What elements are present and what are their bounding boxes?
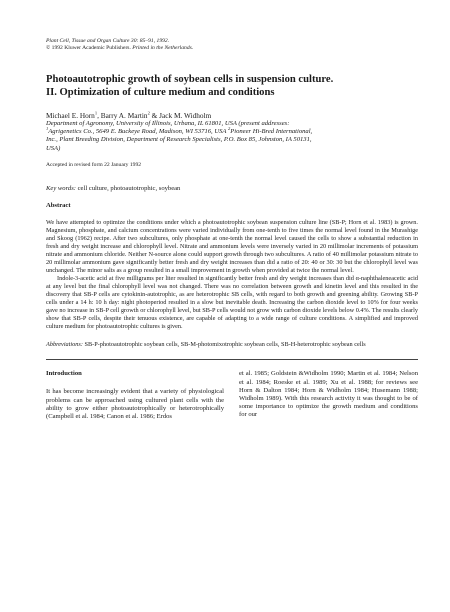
abstract-paragraph-1: We have attempted to optimize the conditions under which a photoautotrophic soybean suspension culture line (SB-P; Horn et al. 1983) is grown. Magnesium, phosphate, and calcium concentrations were varied individually from one-tenth to five times the normal level found in the Murashige and Skoog (1962) recipe. After two subcultures, only phosphate at one-tenth the normal level caused the cells to show a substantial reduction in fresh and dry weight increase and chlorophyll level. Nitrate and ammonium levels were inversely varied in 20 millimolar increments of potassium nitrate and ammonium chloride. Neither N-source alone could support growth through two subcultures. A ratio of 40 millimolar potassium nitrate to 20 millimolar ammonium gave significantly better fresh and dry weight increases than did a ratio of 20: 40 or 30: 30 but the chlorophyll level was unchanged. The minor salts as a group resulted in a small improvement in growth when provided at twice the normal level.: [46, 218, 418, 275]
affiliation-line-1: Department of Agronomy, University of Illinois, Urbana, IL 61801, USA (present addresses:: [46, 120, 290, 127]
author-list: [46, 111, 418, 120]
keywords-list: cell culture, photoautotrophic, soybean: [75, 184, 181, 192]
affiliations: [46, 120, 418, 153]
keywords-label: Key words:: [46, 184, 76, 192]
right-column: [239, 370, 418, 419]
copyright-line: [46, 45, 418, 52]
affiliation-line-2: [46, 128, 418, 136]
keywords: [46, 185, 418, 193]
copyright-place: Printed in the Netherlands.: [130, 45, 194, 51]
affiliation-line-4: USA): [46, 144, 61, 152]
author-1: Michael E. Horn: [46, 111, 95, 120]
author-3: Jack M. Widholm: [159, 111, 212, 120]
copyright-publisher: © 1992 Kluwer Academic Publishers.: [46, 45, 131, 51]
author-separator: &: [149, 111, 160, 120]
left-column: [46, 370, 224, 420]
affiliation-pioneer: Pioneer Hi-Bred International,: [230, 128, 313, 136]
abbreviations-text: SB-P-photoautotrophic soybean cells, SB-M-photomixotrophic soybean cells, SB-H-heterotrophic soybean cells: [82, 341, 366, 349]
author-1-mark: 1: [94, 110, 98, 116]
affiliation-line-3: Inc., Plant Breeding Division, Department of Research Specialists, P.O. Box 85, Johnston, IA 50131,: [46, 136, 312, 144]
abstract-heading: Abstract: [46, 201, 71, 209]
introduction-right-text: et al. 1985; Goldstein &Widholm 1990; Martin et al. 1984; Nelson et al. 1984; Roeske et al. 1989; Xu et al. 1988; for reviews see Horn & Dalton 1984; Horn & Widholm 1984; Husemann 1988; Widholm 1989). With this research activity it was thought to be of some importance to optimize the growth medium and conditions for our: [239, 370, 418, 418]
author-2: Barry A. Martin: [100, 111, 148, 120]
abstract-paragraph-2: Indole-3-acetic acid at five milligrams per liter resulted in significantly better fresh and dry weight increases than did α-naphthaleneacetic acid at any level but the final chlorophyll level was not changed. There was no correlation between growth and kinetin level and this resulted in the discovery that SB-P cells are cytokinin-autotrophic, as are heterotrophic SB cells, with regard to both growth and greening ability. Growing SB-P cells under a 14 h: 10 h day: night photoperiod resulted in a slow but inevitable death. Increasing the carbon dioxide level to 10% for four weeks gave no increase in SB-P cell growth or chlorophyll level, but SB-P cells would not grow with carbon dioxide levels below 0.4%. The results clearly show that SB-P cells, despite their tenuous existence, are capable of adapting to a wide range of culture conditions. A simplified and improved culture medium for photoautotrophic cultures is given.: [46, 275, 418, 331]
journal-citation: Plant Cell, Tissue and Organ Culture 30: 85–91, 1992.: [46, 38, 170, 44]
paper-title: [46, 74, 418, 99]
affiliation-mark-1: 1: [46, 126, 49, 132]
author-separator: ,: [97, 111, 101, 120]
affiliation-mark-2: 2: [227, 126, 231, 132]
title-line-1: Photoautotrophic growth of soybean cells in suspension culture.: [46, 74, 334, 85]
introduction-left-text: It has become increasingly evident that a variety of physiological problems can be approached using cultured plant cells with the ability to grow either photoautotrophically or heterotrophically (Campbell et al. 1984; Canon et al. 1986; Erdos: [46, 388, 224, 420]
introduction-heading: Introduction: [46, 370, 82, 378]
body-columns: [46, 360, 418, 480]
paper-page: [46, 38, 418, 480]
accepted-date: Accepted in revised form 22 January 1992: [46, 161, 142, 168]
abbreviations-label: Abbreviations:: [46, 341, 83, 349]
author-2-mark: 2: [147, 110, 150, 116]
affiliation-agrigenetics: Agrigenetics Co., 5649 E. Buckeye Road, Madison, WI 53716, USA: [48, 128, 227, 136]
title-line-2: II. Optimization of culture medium and conditions: [46, 86, 275, 98]
abstract-body: [46, 219, 418, 332]
abbreviations: [46, 341, 418, 349]
